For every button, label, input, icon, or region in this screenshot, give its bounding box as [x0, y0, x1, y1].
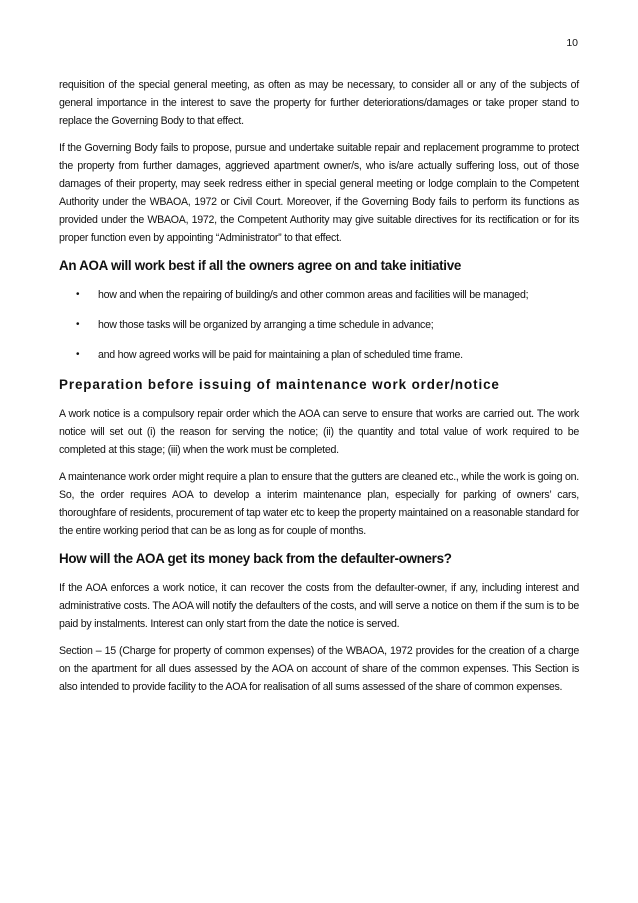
paragraph-work-notice: A work notice is a compulsory repair order which the AOA can serve to ensure that works are carried out. The work notice will set out (i) the reason for serving the notice; (ii) the quantity and total value of work required to be completed at this stage; (iii) when the work must be completed. — [59, 408, 579, 456]
paragraph-maintenance-order: A maintenance work order might require a plan to ensure that the gutters are cleaned etc., while the work is going on. So, the order requires AOA to develop a interim maintenance plan, especially for parking of owners’ cars, thoroughfare of residents, procurement of tap water etc to keep the property maintained on a reasonable standard for the entire working period that can be as long as for couple of months. — [59, 471, 579, 537]
paragraph-requisition: requisition of the special general meeting, as often as may be necessary, to consider all or any of the subjects of general importance in the interest to save the property for further deteriorations/damages or take proper stand to replace the Governing Body to that effect. — [59, 79, 579, 127]
document-body — [59, 76, 579, 705]
paragraph-enforce-notice: If the AOA enforces a work notice, it can recover the costs from the defaulter-owner, if any, including interest and administrative costs. The AOA will notify the defaulters of the costs, and will serve a notice on them if the sum is to be paid by instalments. Interest can only start from the date the notice is served. — [59, 582, 579, 630]
list-item-text: how and when the repairing of building/s and other common areas and facilities will be managed; — [98, 289, 529, 301]
bullet-icon: • — [76, 289, 80, 300]
heading-aoa-work-best: An AOA will work best if all the owners agree on and take initiative — [59, 258, 461, 273]
page-number: 10 — [566, 37, 578, 49]
initiative-list — [59, 286, 579, 364]
list-item-text: how those tasks will be organized by arranging a time schedule in advance; — [98, 319, 434, 331]
bullet-icon: • — [76, 319, 80, 330]
bullet-icon: • — [76, 349, 80, 360]
list-item — [59, 286, 579, 304]
list-item-text: and how agreed works will be paid for maintaining a plan of scheduled time frame. — [98, 349, 463, 361]
paragraph-governing-body: If the Governing Body fails to propose, pursue and undertake suitable repair and replacement programme to protect the property from further damages, aggrieved apartment owner/s, who is/are actually suffering loss, out of those damages of their property, may seek redress either in special general meeting or lodge complain to the Competent Authority under the WBAOA, 1972 or Civil Court. Moreover, if the Governing Body fails to perform its functions as provided under the WBAOA, 1972, the Competent Authority may give suitable directives for its rectification or for its proper function even by appointing “Administrator” to that effect. — [59, 142, 579, 244]
list-item — [59, 316, 579, 334]
paragraph-section-15: Section – 15 (Charge for property of common expenses) of the WBAOA, 1972 provides for the creation of a charge on the apartment for all dues assessed by the AOA on account of share of the common expenses. This Section is also intended to provide facility to the AOA for realisation of all sums assessed of the share of common expenses. — [59, 645, 579, 693]
list-item — [59, 346, 579, 364]
heading-preparation: Preparation before issuing of maintenance work order/notice — [59, 377, 500, 392]
heading-money-back: How will the AOA get its money back from the defaulter-owners? — [59, 551, 452, 566]
